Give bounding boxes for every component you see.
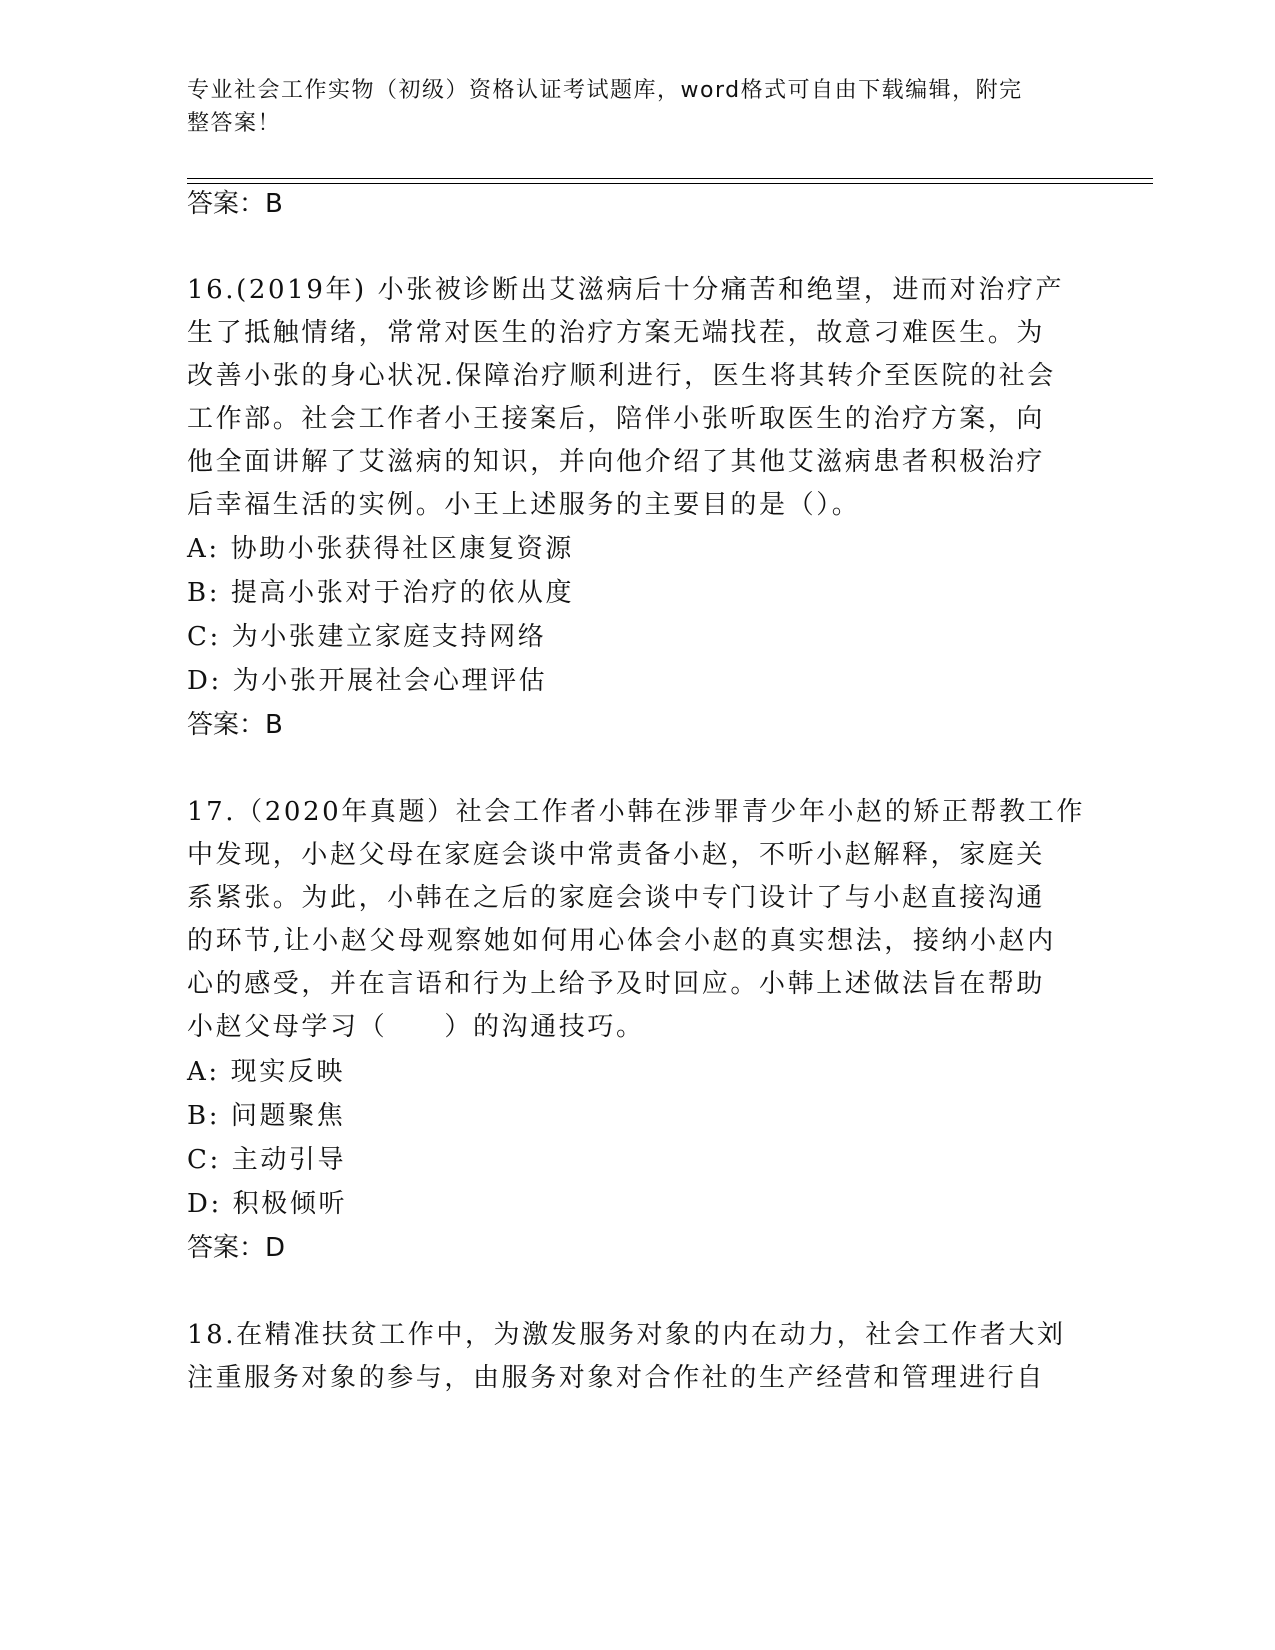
answer-previous: 答案：B xyxy=(187,189,283,219)
question-17-option-a: A: 现实反映 xyxy=(187,1057,346,1087)
header-rule-top xyxy=(187,178,1153,179)
question-17-option-c: C: 主动引导 xyxy=(187,1145,347,1175)
document-header xyxy=(187,74,1067,140)
question-16-line: 生了抵触情绪，常常对医生的治疗方案无端找茬，故意刁难医生。为 xyxy=(187,318,1046,348)
header-line-1: 专业社会工作实物（初级）资格认证考试题库，word格式可自由下载编辑，附完 xyxy=(187,78,1023,103)
header-rule-bottom xyxy=(187,183,1153,184)
question-16-line: 工作部。社会工作者小王接案后，陪伴小张听取医生的治疗方案，向 xyxy=(187,404,1046,434)
question-16-option-b: B: 提高小张对于治疗的依从度 xyxy=(187,578,575,608)
question-17-line: 的环节,让小赵父母观察她如何用心体会小赵的真实想法，接纳小赵内 xyxy=(187,926,1056,956)
question-17-line: 心的感受，并在言语和行为上给予及时回应。小韩上述做法旨在帮助 xyxy=(187,969,1046,999)
question-17-option-b: B: 问题聚焦 xyxy=(187,1101,346,1131)
question-16-line: 改善小张的身心状况.保障治疗顺利进行，医生将其转介至医院的社会 xyxy=(187,361,1056,391)
question-16-option-d: D: 为小张开展社会心理评估 xyxy=(187,666,548,696)
question-17-line: 中发现，小赵父母在家庭会谈中常责备小赵，不听小赵解释，家庭关 xyxy=(187,840,1046,870)
question-17-line: 系紧张。为此，小韩在之后的家庭会谈中专门设计了与小赵直接沟通 xyxy=(187,883,1046,913)
header-line-2: 整答案！ xyxy=(187,111,282,136)
question-16-option-c: C: 为小张建立家庭支持网络 xyxy=(187,622,547,652)
question-18-line: 18.在精准扶贫工作中，为激发服务对象的内在动力，社会工作者大刘 xyxy=(187,1320,1066,1350)
question-17-line: 小赵父母学习（ ）的沟通技巧。 xyxy=(187,1012,645,1042)
question-17-answer: 答案：D xyxy=(187,1233,286,1263)
question-16-line: 后幸福生活的实例。小王上述服务的主要目的是（）。 xyxy=(187,490,861,520)
question-17-line: 17.（2020年真题）社会工作者小韩在涉罪青少年小赵的矫正帮教工作 xyxy=(187,797,1085,827)
question-18-line: 注重服务对象的参与，由服务对象对合作社的生产经营和管理进行自 xyxy=(187,1363,1046,1393)
question-16-line: 他全面讲解了艾滋病的知识，并向他介绍了其他艾滋病患者积极治疗 xyxy=(187,447,1046,477)
question-17-option-d: D: 积极倾听 xyxy=(187,1189,348,1219)
question-16-answer: 答案：B xyxy=(187,710,283,740)
question-16-option-a: A: 协助小张获得社区康复资源 xyxy=(187,534,574,564)
question-16-line: 16.(2019年) 小张被诊断出艾滋病后十分痛苦和绝望，进而对治疗产 xyxy=(187,275,1065,305)
